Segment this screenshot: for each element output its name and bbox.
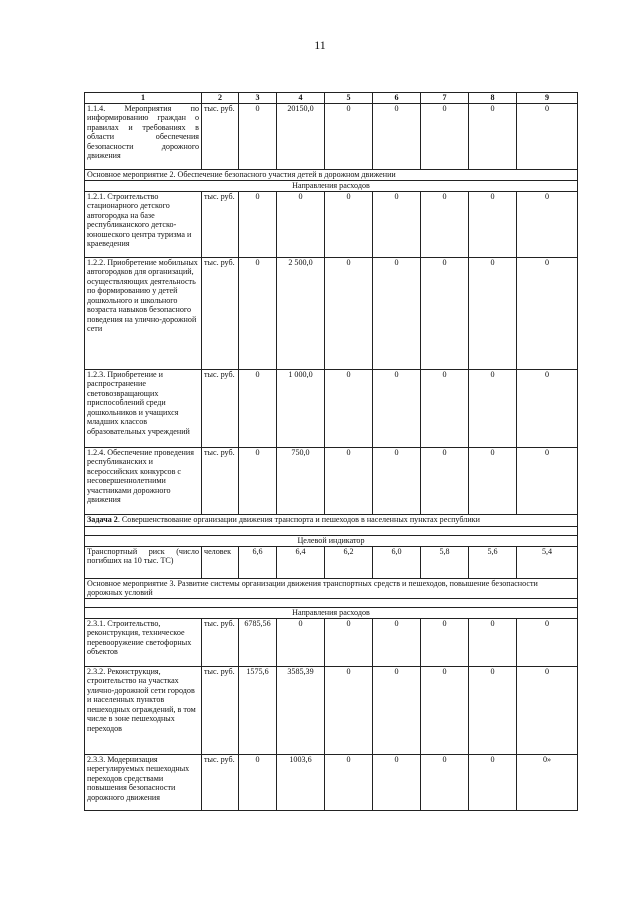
cell-value: 0 xyxy=(373,192,421,258)
row-unit: тыс. руб. xyxy=(202,258,239,370)
header-cell: 1 xyxy=(85,93,202,104)
cell-value: 0 xyxy=(517,618,578,666)
cell-value: 0 xyxy=(517,192,578,258)
cell-value: 0 xyxy=(469,370,517,448)
header-cell: 7 xyxy=(421,93,469,104)
cell-value: 0 xyxy=(517,448,578,515)
cell-value: 0 xyxy=(421,618,469,666)
spacer-cell xyxy=(85,527,578,536)
row-name: 2.3.3. Модернизация нерегулируемых пешеходных переходов средствами повышения безопасности дорожного движения xyxy=(85,754,202,810)
cell-value: 0 xyxy=(373,258,421,370)
cell-value: 0 xyxy=(325,104,373,170)
row-unit: тыс. руб. xyxy=(202,666,239,754)
cell-value: 0 xyxy=(373,618,421,666)
cell-value: 3585,39 xyxy=(277,666,325,754)
program-table xyxy=(84,92,578,811)
cell-value: 0 xyxy=(517,370,578,448)
row-unit: тыс. руб. xyxy=(202,104,239,170)
main-activity-3: Основное мероприятие 3. Развитие системы организации движения транспортных средств и пешеходов, повышение безопасности дорожных условий xyxy=(85,579,578,599)
cell-value: 0 xyxy=(373,754,421,810)
header-cell: 6 xyxy=(373,93,421,104)
cell-value: 5,8 xyxy=(421,547,469,579)
spacer-row xyxy=(85,598,578,607)
section-row xyxy=(85,170,578,181)
row-name: 1.2.2. Приобретение мобильных автогородков для организаций, осуществляющих деятельность по формированию у детей дошкольного и школьного возраста навыков безопасного поведения на улично-дорожной сети xyxy=(85,258,202,370)
cell-value: 0 xyxy=(325,448,373,515)
spacer-cell xyxy=(85,598,578,607)
cell-value: 0 xyxy=(421,666,469,754)
task-2-label: Задача 2 xyxy=(87,515,118,524)
cell-value: 6,4 xyxy=(277,547,325,579)
row-name: 2.3.2. Реконструкция, строительство на участках улично-дорожной сети городов и населенных пунктов пешеходных ограждений, в том числе в зоне пешеходных переходов xyxy=(85,666,202,754)
cell-value: 0 xyxy=(239,754,277,810)
cell-value: 20150,0 xyxy=(277,104,325,170)
cell-value: 0 xyxy=(421,754,469,810)
row-unit: тыс. руб. xyxy=(202,448,239,515)
cell-value: 0 xyxy=(325,370,373,448)
task-2-row xyxy=(85,515,578,527)
cell-value: 0 xyxy=(325,754,373,810)
cell-value: 0 xyxy=(373,666,421,754)
cell-value: 0 xyxy=(469,104,517,170)
cell-value: 1 000,0 xyxy=(277,370,325,448)
section-row xyxy=(85,607,578,618)
cell-value: 0 xyxy=(239,258,277,370)
cell-value: 5,4 xyxy=(517,547,578,579)
header-cell: 2 xyxy=(202,93,239,104)
cell-value: 5,6 xyxy=(469,547,517,579)
header-cell: 3 xyxy=(239,93,277,104)
page-number: 11 xyxy=(314,38,326,52)
section-row xyxy=(85,515,578,527)
spacer-row xyxy=(85,527,578,536)
row-unit: тыс. руб. xyxy=(202,192,239,258)
cell-value: 0 xyxy=(277,192,325,258)
header-cell: 8 xyxy=(469,93,517,104)
table-row xyxy=(85,192,578,258)
row-name: 1.1.4. Мероприятия по информированию граждан о правилах и требованиях в области обеспечения безопасности дорожного движения xyxy=(85,104,202,170)
cell-value: 0 xyxy=(325,258,373,370)
row-name: 1.2.3. Приобретение и распространение световозвращающих приспособлений среди дошкольников и учащихся младших классов образовательных учреждений xyxy=(85,370,202,448)
table-row xyxy=(85,666,578,754)
cell-value: 0 xyxy=(421,192,469,258)
row-unit: человек xyxy=(202,547,239,579)
cell-value: 0 xyxy=(239,370,277,448)
cell-value: 0 xyxy=(325,618,373,666)
cell-value: 0 xyxy=(373,370,421,448)
section-row xyxy=(85,181,578,192)
header-row xyxy=(85,93,578,104)
table-row xyxy=(85,104,578,170)
cell-value: 0 xyxy=(421,104,469,170)
row-name: Транспортный риск (число погибших на 10 тыс. ТС) xyxy=(85,547,202,579)
row-name: 1.2.1. Строительство стационарного детского автогородка на базе республиканского детско-юношеского центра туризма и краеведения xyxy=(85,192,202,258)
task-2-text: . Совершенствование организации движения транспорта и пешеходов в населенных пунктах республики xyxy=(117,515,480,524)
row-name: 2.3.1. Строительство, реконструкция, техническое перевооружение светофорных объектов xyxy=(85,618,202,666)
cell-value: 0 xyxy=(517,104,578,170)
cell-value: 0 xyxy=(239,192,277,258)
cell-value: 0 xyxy=(373,448,421,515)
cell-value: 0 xyxy=(239,448,277,515)
expense-directions-1: Направления расходов xyxy=(85,181,578,192)
cell-value: 2 500,0 xyxy=(277,258,325,370)
row-name: 1.2.4. Обеспечение проведения республиканских и всероссийских конкурсов с несовершеннолетними участниками дорожного движения xyxy=(85,448,202,515)
cell-value: 0 xyxy=(421,258,469,370)
cell-value: 0» xyxy=(517,754,578,810)
cell-value: 0 xyxy=(517,258,578,370)
cell-value: 0 xyxy=(469,754,517,810)
table-row xyxy=(85,547,578,579)
cell-value: 0 xyxy=(277,618,325,666)
expense-directions-2: Направления расходов xyxy=(85,607,578,618)
cell-value: 0 xyxy=(469,666,517,754)
table-row xyxy=(85,258,578,370)
section-row xyxy=(85,536,578,547)
cell-value: 0 xyxy=(469,448,517,515)
cell-value: 0 xyxy=(239,104,277,170)
cell-value: 0 xyxy=(517,666,578,754)
cell-value: 0 xyxy=(325,666,373,754)
row-unit: тыс. руб. xyxy=(202,618,239,666)
table-row xyxy=(85,754,578,810)
row-unit: тыс. руб. xyxy=(202,370,239,448)
cell-value: 6785,56 xyxy=(239,618,277,666)
header-cell: 4 xyxy=(277,93,325,104)
cell-value: 0 xyxy=(469,618,517,666)
cell-value: 6,0 xyxy=(373,547,421,579)
cell-value: 0 xyxy=(373,104,421,170)
cell-value: 0 xyxy=(469,192,517,258)
cell-value: 1575,6 xyxy=(239,666,277,754)
cell-value: 6,2 xyxy=(325,547,373,579)
main-activity-2: Основное мероприятие 2. Обеспечение безопасного участия детей в дорожном движении xyxy=(85,170,578,181)
cell-value: 750,0 xyxy=(277,448,325,515)
section-row xyxy=(85,579,578,599)
table-row xyxy=(85,448,578,515)
cell-value: 1003,6 xyxy=(277,754,325,810)
header-cell: 5 xyxy=(325,93,373,104)
cell-value: 6,6 xyxy=(239,547,277,579)
target-indicator: Целевой индикатор xyxy=(85,536,578,547)
table-row xyxy=(85,370,578,448)
cell-value: 0 xyxy=(421,448,469,515)
cell-value: 0 xyxy=(421,370,469,448)
cell-value: 0 xyxy=(469,258,517,370)
row-unit: тыс. руб. xyxy=(202,754,239,810)
table-row xyxy=(85,618,578,666)
cell-value: 0 xyxy=(325,192,373,258)
header-cell: 9 xyxy=(517,93,578,104)
